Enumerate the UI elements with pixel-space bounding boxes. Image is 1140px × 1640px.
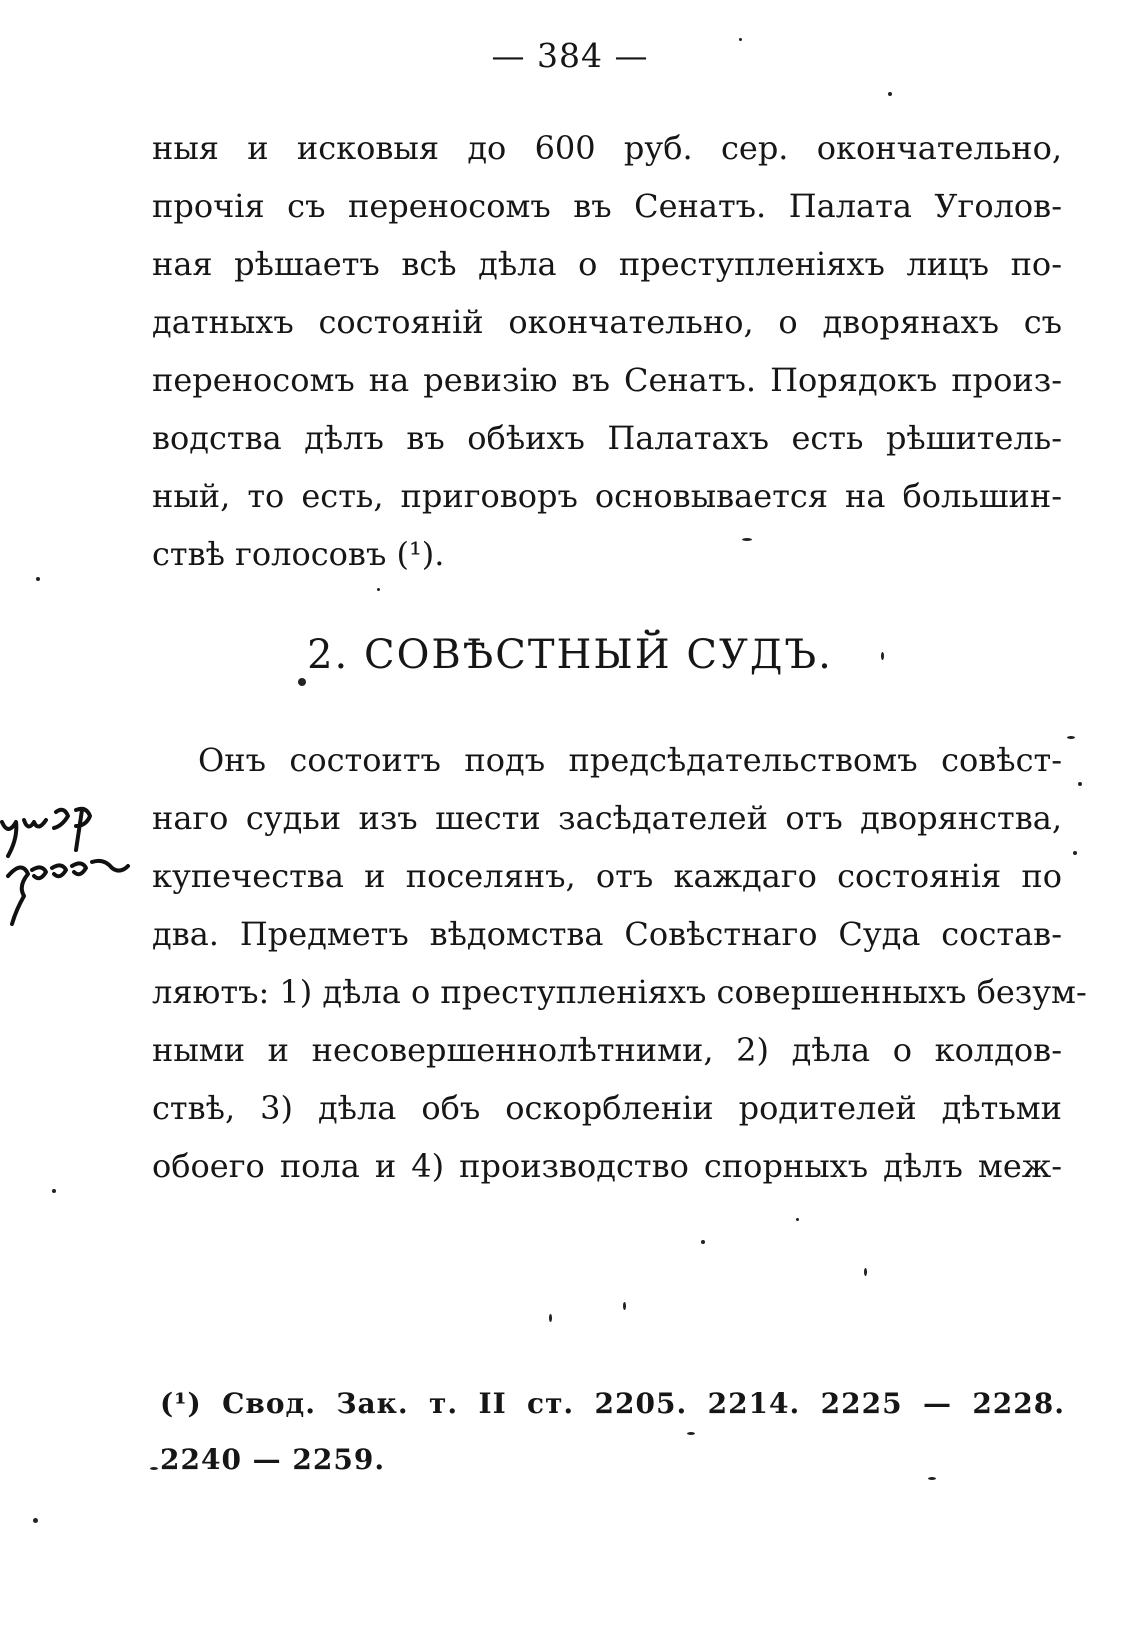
- text-line: ствѣ, 3) дѣла объ оскорбленіи родителей дѣтьми: [152, 1089, 1062, 1127]
- footnote-line: (¹) Свод. Зак. т. II ст. 2205. 2214. 2225 — 2228.: [160, 1387, 1065, 1420]
- scan-speck: [33, 1518, 38, 1523]
- text-line: ляютъ: 1) дѣла о преступленіяхъ совершенныхъ безум-: [152, 973, 1087, 1011]
- paragraph-2: [152, 731, 1087, 1195]
- scan-speck: [36, 577, 40, 581]
- scan-speck: [742, 538, 752, 541]
- handwritten-margin-note: [0, 806, 150, 926]
- scan-speck: [150, 1467, 158, 1470]
- scan-speck: [888, 92, 892, 96]
- scan-speck: [549, 1314, 552, 1322]
- paragraph-1: [152, 119, 1062, 583]
- text-line: два. Предметъ вѣдомства Совѣстнаго Суда состав-: [152, 915, 1062, 953]
- text-line: ная рѣшаетъ всѣ дѣла о преступленіяхъ лицъ по-: [152, 245, 1062, 283]
- scan-speck: [796, 1218, 799, 1221]
- text-line: ныя и исковыя до 600 руб. сер. окончательно,: [152, 129, 1062, 167]
- text-line: ствѣ голосовъ (¹).: [152, 535, 445, 573]
- text-line: прочія съ переносомъ въ Сенатъ. Палата Уголов-: [152, 187, 1062, 225]
- scan-speck: [1073, 851, 1077, 855]
- scan-speck: [864, 1268, 867, 1276]
- scan-speck: [739, 38, 742, 41]
- scan-speck: [928, 1477, 936, 1480]
- scan-speck: [1078, 782, 1082, 786]
- section-heading: 2. СОВѢСТНЫЙ СУДЪ.: [307, 632, 833, 678]
- scan-speck: [298, 678, 306, 686]
- scan-speck: [377, 588, 380, 591]
- footnote-line: 2240 — 2259.: [160, 1443, 386, 1476]
- text-line: ный, то есть, приговоръ основывается на большин-: [152, 477, 1062, 515]
- scan-speck: [1067, 736, 1075, 739]
- text-line: ными и несовершеннолѣтними, 2) дѣла о колдов-: [152, 1031, 1062, 1069]
- text-line: водства дѣлъ въ обѣихъ Палатахъ есть рѣшитель-: [152, 419, 1062, 457]
- scan-speck: [881, 652, 884, 660]
- text-line: обоего пола и 4) производство спорныхъ дѣлъ меж-: [152, 1147, 1062, 1185]
- page-number: — 384 —: [491, 36, 649, 75]
- scan-speck: [623, 1302, 626, 1310]
- text-line: Онъ состоитъ подъ предсѣдательствомъ совѣст-: [198, 741, 1062, 779]
- text-line: купечества и поселянъ, отъ каждаго состоянія по: [152, 857, 1062, 895]
- text-line: датныхъ состояній окончательно, о дворянахъ съ: [152, 303, 1062, 341]
- scan-speck: [687, 1432, 695, 1435]
- text-line: наго судьи изъ шести засѣдателей отъ дворянства,: [152, 799, 1062, 837]
- scan-speck: [701, 1240, 705, 1244]
- footnote: [160, 1376, 1065, 1488]
- scan-speck: [52, 1189, 56, 1193]
- text-line: переносомъ на ревизію въ Сенатъ. Порядокъ произ-: [152, 361, 1062, 399]
